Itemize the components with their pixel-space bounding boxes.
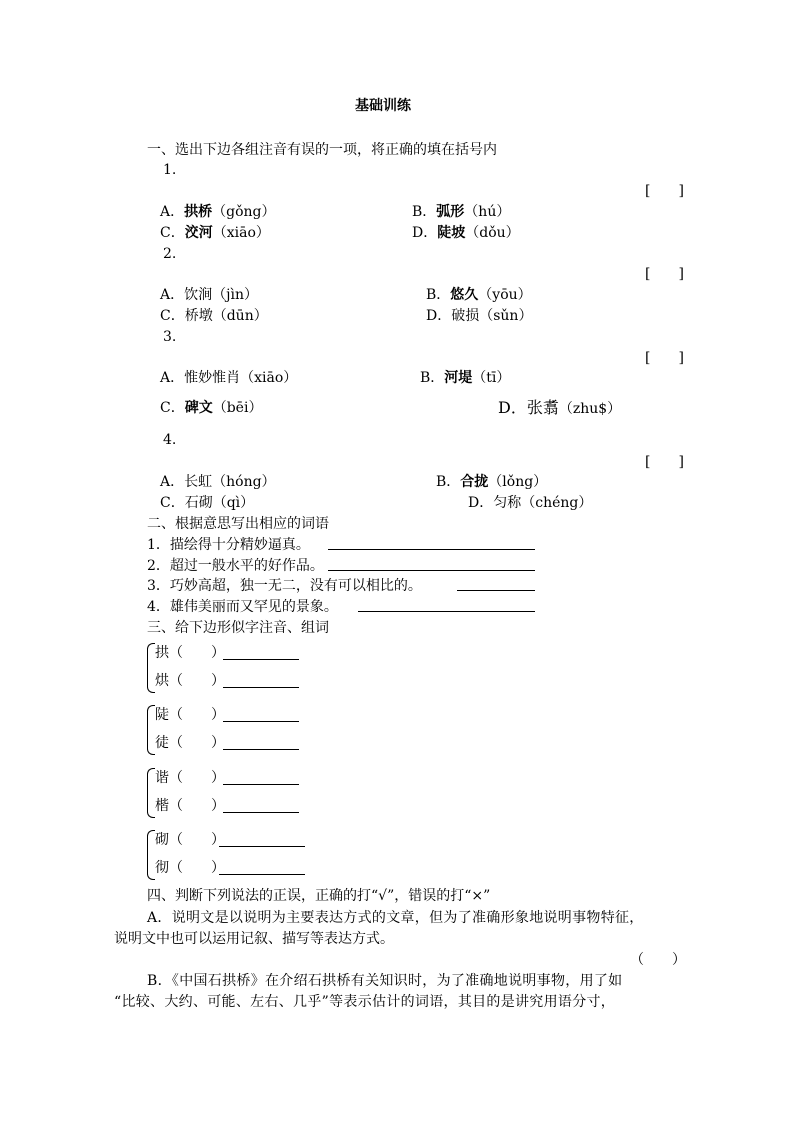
question-4-number: 4. [163,432,177,448]
q3-option-c: C．碑文（bēi） [160,400,263,416]
section-1-heading: 一、选出下边各组注音有误的一项，将正确的填在括号内 [147,142,497,158]
word-answer-line[interactable] [223,735,299,750]
q1-option-a: A．拱桥（gǒng） [160,204,276,220]
brace-bracket [147,768,155,818]
char-item: 砌（ ） [155,832,225,848]
q2-option-c: C．桥墩（dūn） [160,308,268,324]
answer-line-2[interactable] [328,556,535,571]
q2-option-d: D．破损（sǔn） [426,308,533,324]
char-item: 谐（ ） [155,770,225,786]
definition-item-1: 1．描绘得十分精妙逼真。 [147,537,310,553]
brace-bracket [147,830,155,880]
char-item: 徒（ ） [155,735,225,751]
q1-option-d: D．陡坡（dǒu） [412,225,520,241]
answer-line-3[interactable] [457,576,535,591]
statement-b-line-1: B．《中国石拱桥》在介绍石拱桥有关知识时，为了准确地说明事物，用了如 [147,973,623,989]
char-item: 拱（ ） [155,645,225,661]
char-item: 陡（ ） [155,707,225,723]
statement-b-line-2: “比较、大约、可能、左右、几乎”等表示估计的词语，其目的是讲究用语分寸， [114,994,616,1010]
judgement-paren-a[interactable]: （ ） [630,952,686,968]
char-item: 彻（ ） [155,860,225,876]
question-1-number: 1. [163,162,177,178]
definition-item-4: 4．雄伟美丽而又罕见的景象。 [147,599,338,615]
definition-item-2: 2．超过一般水平的好作品。 [147,558,324,574]
answer-line-4[interactable] [358,597,535,612]
section-3-heading: 三、给下边形似字注音、组词 [147,620,329,636]
q3-option-a: A．惟妙惟肖（xiāo） [160,370,298,386]
definition-item-3: 3．巧妙高超，独一无二，没有可以相比的。 [147,578,422,594]
answer-line-1[interactable] [328,535,535,550]
question-3-number: 3. [163,329,177,345]
question-2-number: 2. [163,246,177,262]
char-item: 烘（ ） [155,673,225,689]
word-answer-line[interactable] [223,673,299,688]
word-answer-line[interactable] [219,832,305,847]
section-4-heading: 四、判断下列说法的正误，正确的打“√”，错误的打“×” [147,888,491,904]
word-answer-line[interactable] [223,645,299,660]
section-2-heading: 二、根据意思写出相应的词语 [147,516,329,532]
q4-option-d: D．匀称（chéng） [468,495,593,511]
answer-bracket-1[interactable]: [ ] [645,183,684,199]
q2-option-a: A．饮涧（jìn） [160,287,258,303]
q3-option-b: B．河堤（tī） [420,370,511,386]
answer-bracket-3[interactable]: [ ] [645,350,684,366]
q1-option-b: B．弧形（hú） [412,204,511,220]
q4-option-c: C．石砌（qì） [160,495,255,511]
q2-option-b: B．悠久（yōu） [426,287,532,303]
word-answer-line[interactable] [219,860,305,875]
word-answer-line[interactable] [223,798,299,813]
q3-option-d: D．张翥（zhu$） [498,398,622,417]
brace-bracket [147,643,155,693]
q1-option-c: C．洨河（xiāo） [160,225,270,241]
answer-bracket-4[interactable]: [ ] [645,454,684,470]
q4-option-a: A．长虹（hóng） [160,474,276,490]
q4-option-b: B．合拢（lǒng） [436,474,548,490]
answer-bracket-2[interactable]: [ ] [645,266,684,282]
page-title: 基础训练 [355,98,411,114]
word-answer-line[interactable] [223,707,299,722]
brace-bracket [147,705,155,755]
statement-a-line-1: A．说明文是以说明为主要表达方式的文章，但为了准确形象地说明事物特征， [147,910,644,926]
word-answer-line[interactable] [223,770,299,785]
char-item: 楷（ ） [155,798,225,814]
statement-a-line-2: 说明文中也可以运用记叙、描写等表达方式。 [114,931,394,947]
